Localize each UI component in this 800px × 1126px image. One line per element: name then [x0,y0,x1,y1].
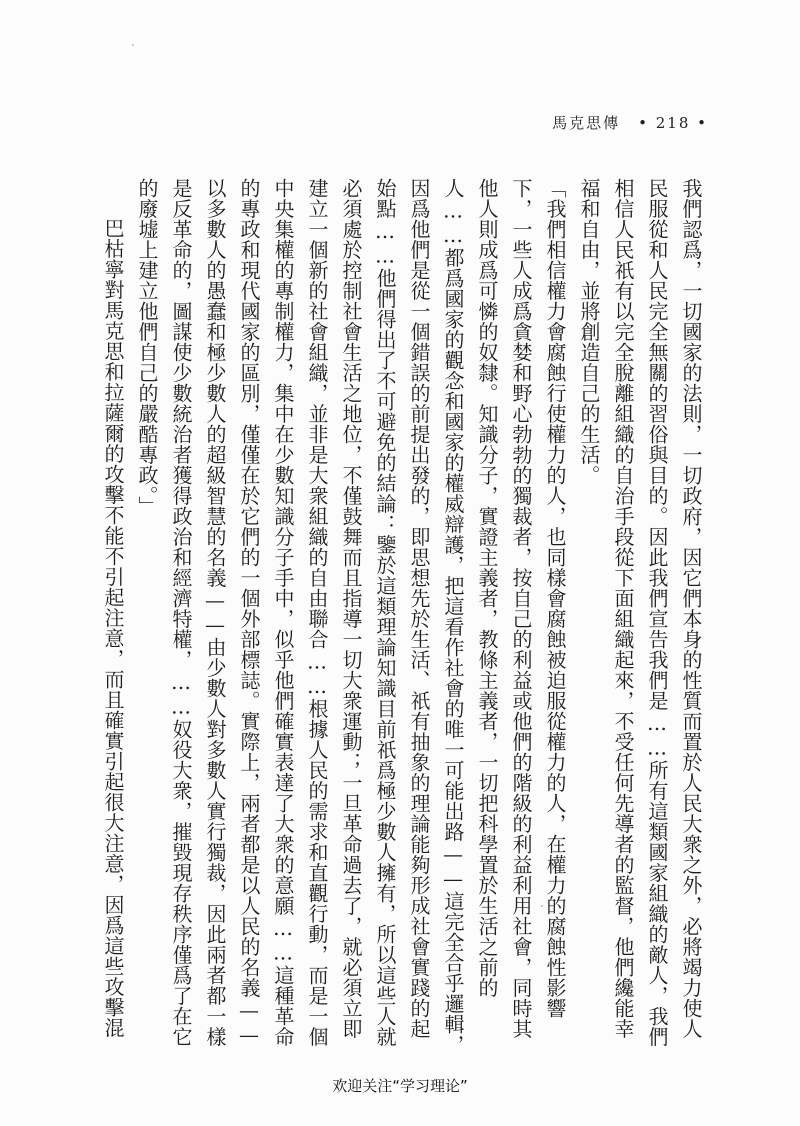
book-title: 馬克思傳 [552,114,621,132]
page-number: • 218 • [638,114,708,132]
footer-note: 欢迎关注“学习理论” [332,1077,468,1095]
running-header [552,112,708,133]
paragraph-quote-main: 「我們相信權力會腐蝕行使權力的人，也同樣會腐蝕被迫服從權力的人，在權力的腐蝕性影響下，一些人成爲貪婪和野心勃勃的獨裁者，按自己的利益或他們的階級的利益利用社會，同時其他人則成爲可憐的奴隸。知識分子，實證主義者，教條主義者，一切把科學置於生活之前的人……都爲國家的觀念和國家的權威辯護，把這看作社會的唯一可能出路——這完全合乎邏輯，因爲他們是從一個錯誤的前提出發的，即思想先於生活、祇有抽象的理論能夠形成社會實踐的起始點……他們得出了不可避免的結論：鑒於這類理論知識目前祇爲極少數人擁有，所以這些人就必須處於控制社會生活之地位，不僅鼓舞而且指導一切大衆運動；一旦革命過去了，就必須立即建立一個新的社會組織，並非是大衆組織的自由聯合……根據人民的需求和直觀行動，而是一個中央集權的專制權力，集中在少數知識分子手中，似乎他們確實表達了大衆的意願……這種革命的專政和現代國家的區別，僅僅在於它們的一個外部標誌。實際上，兩者都是以人民的名義——以多數人的愚蠢和極少數人的超級智慧的名義——由少數人對多數人實行獨裁，因此兩者都一樣是反革命的，圖謀使少數統治者獲得政治和經濟特權，……奴役大衆，摧毀現存秩序僅爲了在它的廢墟上建立他們自己的嚴酷專政。」 [135,178,567,1055]
paragraph-quote-continuation: 我們認爲，一切國家的法則，一切政府，因它們本身的性質而置於人民大衆之外，必將竭力使人民服從和人民完全無關的習俗與目的。因此我們宣告我們是……所有這類國家組織的敵人，我們相信人民祇有以完全脫離組織的自治手段從下面組織起來，不受任何先導者的監督，他們纔能幸福和自由，並將創造自己的生活。 [577,178,703,1047]
scan-speck [132,44,134,46]
scan-speck [541,905,543,907]
paragraph-commentary: 巴枯寧對馬克思和拉薩爾的攻擊不能不引起注意，而且確實引起很大注意，因爲這些攻擊混 [101,218,125,1038]
vertical-text-body [101,178,708,1056]
